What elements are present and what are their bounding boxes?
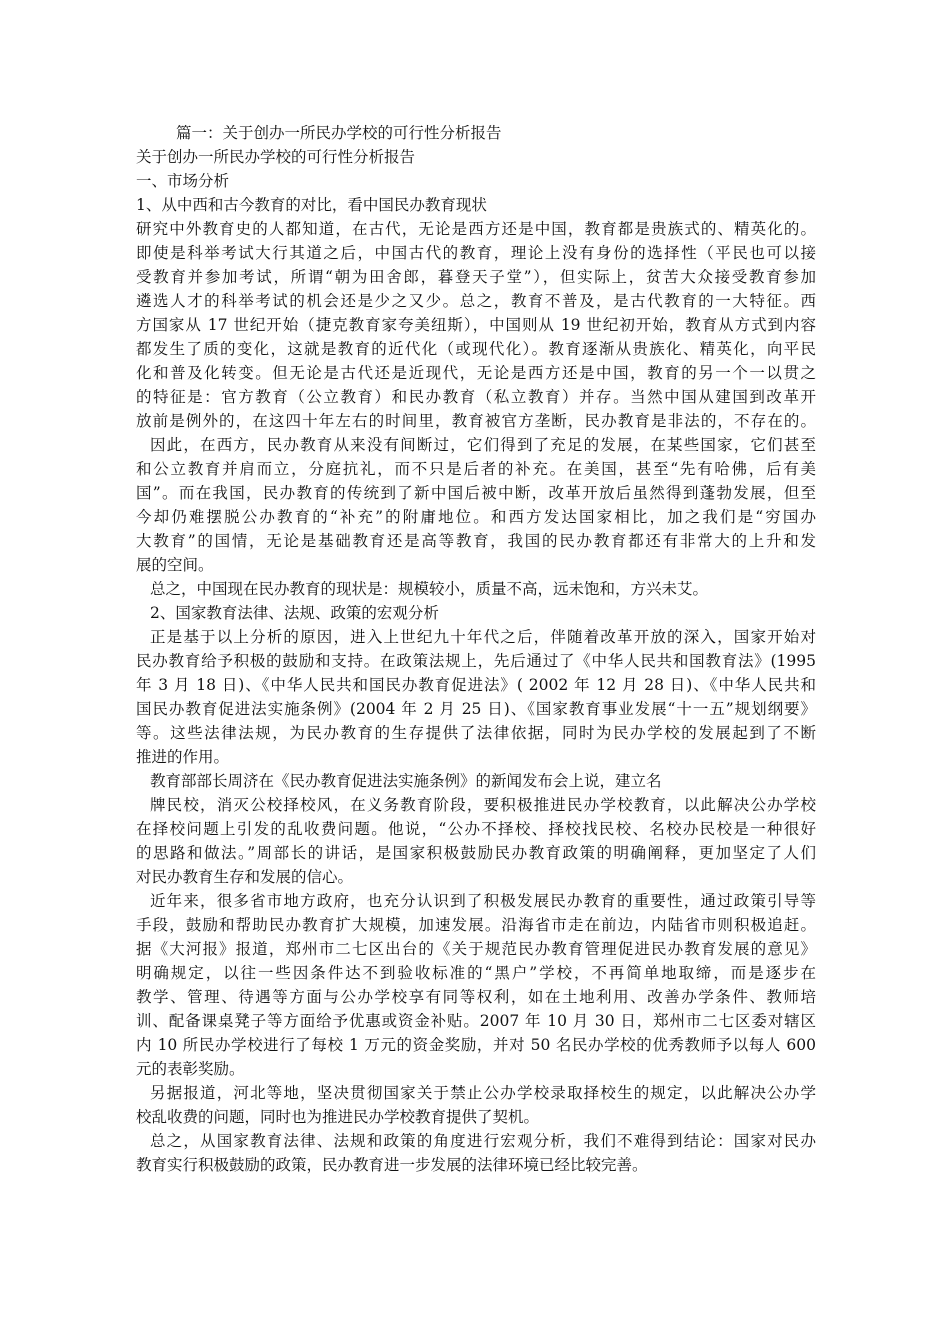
paragraph-line: 大教育”的国情，无论是基础教育还是高等教育，我国的民办教育都还有非常大的上升和发 <box>136 532 816 550</box>
paragraph-line: 放前是例外的，在这四十年左右的时间里，教育被官方垄断，民办教育是非法的，不存在的。 <box>136 412 816 430</box>
paragraph-line: 因此，在西方，民办教育从来没有间断过，它们得到了充足的发展，在某些国家，它们甚至 <box>150 436 816 454</box>
paragraph-line: 推进的作用。 <box>136 748 230 766</box>
report-title: 关于创办一所民办学校的可行性分析报告 <box>136 148 416 166</box>
paragraph-line: 总之，中国现在民办教育的现状是：规模较小，质量不高，远未饱和，方兴未艾。 <box>150 580 709 598</box>
paragraph-line: 的特征是：官方教育（公立教育）和民办教育（私立教育）并存。当然中国从建国到改革开 <box>136 388 816 406</box>
paragraph-line: 总之，从国家教育法律、法规和政策的角度进行宏观分析，我们不难得到结论：国家对民办 <box>150 1132 816 1150</box>
paragraph-line: 另据报道，河北等地，坚决贯彻国家关于禁止公办学校录取择校生的规定，以此解决公办学 <box>150 1084 816 1102</box>
paragraph-line: 的思路和做法。”周部长的讲话，是国家积极鼓励民办教育政策的明确阐释，更加坚定了人们 <box>136 844 816 862</box>
paragraph-line: 受教育并参加考试，所谓“朝为田舍郎，暮登天子堂”），但实际上，贫苦大众接受教育参加 <box>136 268 816 286</box>
paragraph-line: 方国家从 17 世纪开始（捷克教育家夸美纽斯），中国则从 19 世纪初开始，教育从方式到内容 <box>136 316 816 334</box>
paragraph-line: 和公立教育并肩而立，分庭抗礼，而不只是后者的补充。在美国，甚至“先有哈佛，后有美 <box>136 460 816 478</box>
paragraph-line: 正是基于以上分析的原因，进入上世纪九十年代之后，伴随着改革开放的深入，国家开始对 <box>150 628 816 646</box>
subsection-heading: 2、国家教育法律、法规、政策的宏观分析 <box>150 604 439 622</box>
paragraph-line: 研究中外教育史的人都知道，在古代，无论是西方还是中国，教育都是贵族式的、精英化的。 <box>136 220 816 238</box>
paragraph-line: 教育部部长周济在《民办教育促进法实施条例》的新闻发布会上说，建立名 <box>150 772 662 790</box>
paragraph-line: 即使是科举考试大行其道之后，中国古代的教育，理论上没有身份的选择性（平民也可以接 <box>136 244 816 262</box>
paragraph-line: 对民办教育生存和发展的信心。 <box>136 868 354 886</box>
paragraph-line: 校乱收费的问题，同时也为推进民办学校教育提供了契机。 <box>136 1108 540 1126</box>
subsection-heading: 1、从中西和古今教育的对比，看中国民办教育现状 <box>136 196 487 214</box>
paragraph-line: 内 10 所民办学校进行了每校 1 万元的资金奖励，并对 50 名民办学校的优秀教师予以每人 600 <box>136 1036 816 1054</box>
paragraph-line: 等。这些法律法规，为民办教育的生存提供了法律依据，同时为民办学校的发展起到了不断 <box>136 724 816 742</box>
paragraph-line: 国民办教育促进法实施条例》(2004 年 2 月 25 日)、《国家教育事业发展“十一五”规划纲要》 <box>136 700 816 718</box>
paragraph-line: 近年来，很多省市地方政府，也充分认识到了积极发展民办教育的重要性，通过政策引导等 <box>150 892 816 910</box>
paragraph-line: 今却仍难摆脱公办教育的“补充”的附庸地位。和西方发达国家相比，加之我们是“穷国办 <box>136 508 816 526</box>
paragraph-line: 牌民校，消灭公校择校风，在义务教育阶段，要积极推进民办学校教育，以此解决公办学校 <box>150 796 816 814</box>
paragraph-line: 遴选人才的科举考试的机会还是少之又少。总之，教育不普及，是古代教育的一大特征。西 <box>136 292 816 310</box>
section-heading: 一、市场分析 <box>136 172 230 190</box>
paragraph-line: 国”。而在我国，民办教育的传统到了新中国后被中断，改革开放后虽然得到蓬勃发展，但至 <box>136 484 816 502</box>
paragraph-line: 化和普及化转变。但无论是古代还是近现代，无论是西方还是中国，教育的另一个一以贯之 <box>136 364 816 382</box>
paragraph-line: 明确规定，以往一些因条件达不到验收标准的“黑户”学校，不再简单地取缔，而是逐步在 <box>136 964 816 982</box>
paragraph-line: 教育实行积极鼓励的政策，民办教育进一步发展的法律环境已经比较完善。 <box>136 1156 648 1174</box>
paragraph-line: 展的空间。 <box>136 556 214 574</box>
paragraph-line: 都发生了质的变化，这就是教育的近代化（或现代化）。教育逐渐从贵族化、精英化，向平民 <box>136 340 816 358</box>
document-title: 篇一：关于创办一所民办学校的可行性分析报告 <box>176 124 502 142</box>
paragraph-line: 教学、管理、待遇等方面与公办学校享有同等权利，如在土地利用、改善办学条件、教师培 <box>136 988 816 1006</box>
paragraph-line: 训、配备课桌凳子等方面给予优惠或资金补贴。2007 年 10 月 30 日，郑州市二七区委对辖区 <box>136 1012 816 1030</box>
paragraph-line: 元的表彰奖励。 <box>136 1060 245 1078</box>
paragraph-line: 在择校问题上引发的乱收费问题。他说，“公办不择校、择校找民校、名校办民校是一种很好 <box>136 820 816 838</box>
paragraph-line: 手段，鼓励和帮助民办教育扩大规模，加速发展。沿海省市走在前边，内陆省市则积极追赶。 <box>136 916 816 934</box>
paragraph-line: 民办教育给予积极的鼓励和支持。在政策法规上，先后通过了《中华人民共和国教育法》(1995 <box>136 652 816 670</box>
paragraph-line: 年 3 月 18 日)、《中华人民共和国民办教育促进法》( 2002 年 12 月 28 日)、《中华人民共和 <box>136 676 816 694</box>
paragraph-line: 据《大河报》报道，郑州市二七区出台的《关于规范民办教育管理促进民办教育发展的意见》 <box>136 940 816 958</box>
